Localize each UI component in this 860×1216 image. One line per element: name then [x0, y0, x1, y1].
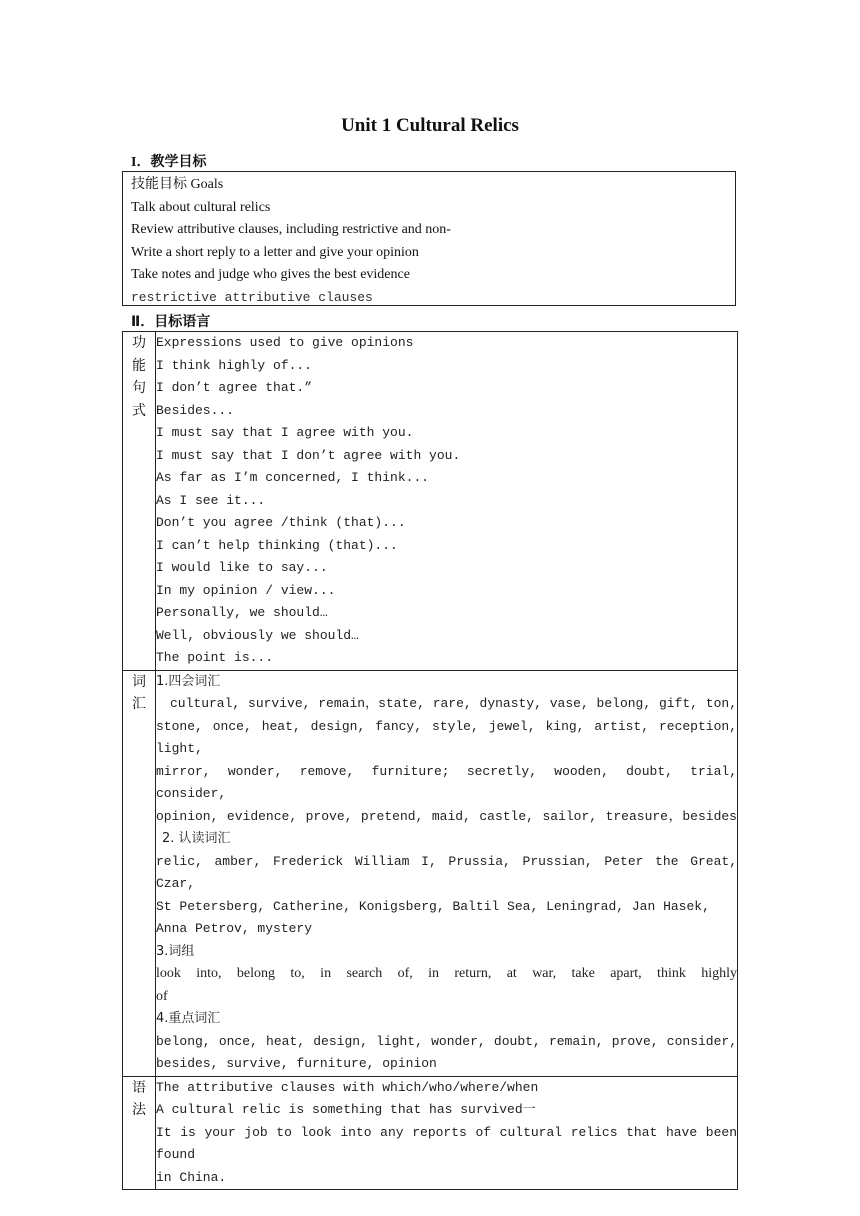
expression-line: As I see it... [156, 492, 266, 508]
table-row [123, 670, 738, 1076]
goals-line: restrictive attributive clauses [131, 289, 373, 305]
vocab-line: Anna Petrov, mystery [156, 921, 313, 936]
vocabulary-content [156, 670, 738, 1076]
label-char: 句 [132, 380, 146, 396]
label-char: 功 [132, 335, 146, 351]
expression-line: I think highly of... [156, 357, 313, 373]
goals-line: Write a short reply to a letter and give your opinion [131, 244, 419, 260]
expression-line: Besides... [156, 402, 235, 418]
vocab-heading: 1.四会词汇 [156, 673, 221, 689]
expression-line: Don’t you agree /think (that)... [156, 515, 406, 530]
expression-line: I can’t help thinking (that)... [156, 537, 398, 553]
expression-line: As far as I’m concerned, I think... [156, 470, 430, 485]
vocab-line: St Petersberg, Catherine, Konigsberg, Baltil Sea, Leningrad, Jan Hasek, [156, 898, 710, 914]
expression-line: Expressions used to give opinions [156, 335, 414, 350]
label-char: 汇 [132, 696, 146, 712]
vocab-heading: 3.词组 [156, 943, 195, 959]
vocab-heading: 2. 认读词汇 [162, 831, 231, 846]
vocab-line: belong, once, heat, design, light, wonder, doubt, remain, prove, consider, [156, 1033, 737, 1049]
vocab-line: besides, survive, furniture, opinion [156, 1056, 437, 1071]
grammar-line: The attributive clauses with which/who/where/when [156, 1079, 539, 1095]
row-label-functions [123, 332, 156, 671]
vocab-line: cultural, survive, remain，state, rare, dynasty, vase, belong, gift, ton, [170, 696, 737, 711]
goals-box [122, 171, 736, 306]
goals-line: Review attributive clauses, including restrictive and non- [131, 222, 451, 238]
expression-line: In my opinion / view... [156, 582, 336, 598]
grammar-line: It is your job to look into any reports of cultural relics that have been found [156, 1124, 737, 1162]
expression-line: I don’t agree that.” [156, 380, 313, 395]
language-table [122, 331, 738, 1190]
label-char: 词 [132, 673, 146, 690]
goals-line: 技能目标 Goals [131, 177, 224, 192]
label-char: 语 [132, 1079, 146, 1096]
vocab-heading: 4.重点词汇 [156, 1011, 221, 1026]
section-heading-language: Ⅱ．目标语言 [131, 315, 211, 330]
label-char: 能 [132, 357, 146, 374]
goals-line: Take notes and judge who gives the best evidence [131, 267, 410, 283]
vocab-line: stone, once, heat, design, fancy, style, jewel, king, artist, reception, light, [156, 718, 737, 756]
grammar-line: A cultural relic is something that has survived一 [156, 1102, 536, 1117]
vocab-line: opinion, evidence, prove, pretend, maid, castle, sailor, treasure，besides [156, 808, 737, 824]
table-row [123, 332, 738, 671]
expression-line: Well, obviously we should… [156, 627, 359, 643]
section-heading-goals: I．教学目标 [131, 155, 207, 170]
row-label-grammar [123, 1076, 156, 1190]
page-title: Unit 1 Cultural Relics [341, 115, 519, 136]
expression-line: I must say that I don’t agree with you. [156, 447, 461, 463]
row-label-vocabulary [123, 670, 156, 1076]
expression-line: Personally, we should… [156, 605, 328, 620]
grammar-line: in China. [156, 1169, 227, 1185]
expression-line: I would like to say... [156, 560, 328, 575]
functions-content [156, 332, 738, 671]
goals-line: Talk about cultural relics [131, 199, 271, 215]
table-row [123, 1076, 738, 1190]
label-char: 法 [132, 1102, 146, 1118]
vocab-line: relic, amber, Frederick William I, Prussia, Prussian, Peter the Great, Czar, [156, 853, 737, 891]
vocab-line: look into, belong to, in search of, in return, at war, take apart, think highly [156, 966, 737, 981]
vocab-line: of [156, 988, 168, 1004]
expression-line: The point is... [156, 650, 274, 665]
label-char: 式 [132, 402, 146, 419]
vocab-line: mirror, wonder, remove, furniture; secretly, wooden, doubt, trial, consider, [156, 763, 737, 801]
expression-line: I must say that I agree with you. [156, 425, 414, 440]
grammar-content [156, 1076, 738, 1190]
